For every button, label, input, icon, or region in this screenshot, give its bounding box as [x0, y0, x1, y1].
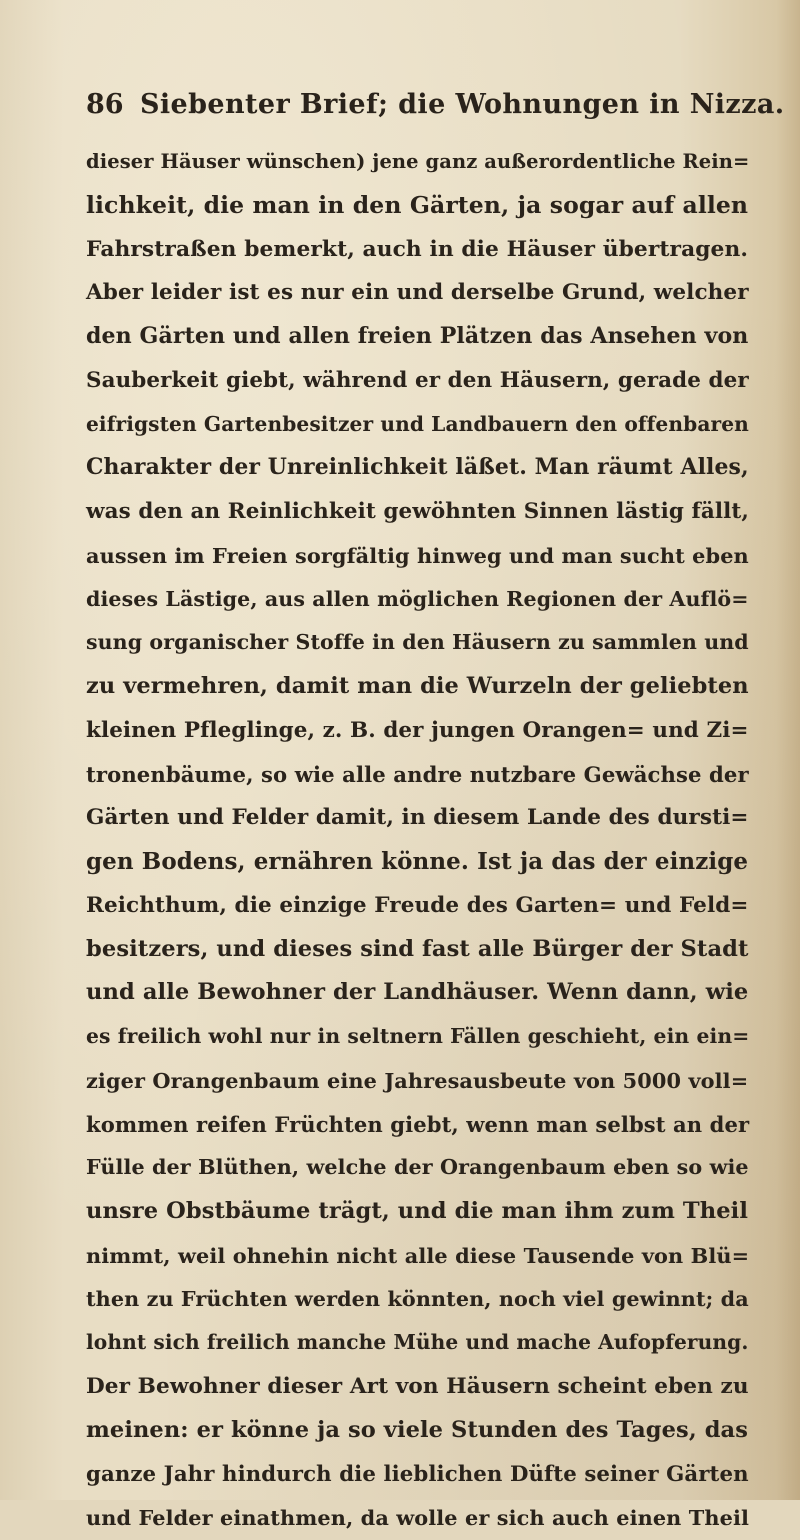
text-line: Der Bewohner dieser Art von Häusern scheint eben zu — [86, 1374, 749, 1399]
text-line: kleinen Pfleglinge, z. B. der jungen Orangen= und Zi= — [86, 717, 749, 743]
text-line: es freilich wohl nur in seltnern Fällen geschieht, ein ein= — [86, 1024, 750, 1048]
text-line: Charakter der Unreinlichkeit läßet. Man räumt Alles, — [86, 454, 749, 481]
text-line: Reichthum, die einzige Freude des Garten= und Feld= — [86, 892, 749, 918]
text-line: was den an Reinlichkeit gewöhnten Sinnen lästig fällt, — [86, 499, 749, 524]
text-line: meinen: er könne ja so viele Stunden des Tages, das — [86, 1416, 748, 1443]
text-line: Sauberkeit giebt, während er den Häusern, gerade der — [86, 367, 749, 393]
text-line: dieses Lästige, aus allen möglichen Regionen der Auflö= — [86, 586, 749, 611]
text-line: nimmt, weil ohnehin nicht alle diese Tausende von Blü= — [86, 1242, 750, 1268]
text-line: lichkeit, die man in den Gärten, ja sogar auf allen — [86, 190, 749, 219]
text-line: gen Bodens, ernähren könne. Ist ja das der einzige — [86, 848, 749, 875]
text-line: Aber leider ist es nur ein und derselbe Grund, welcher — [86, 280, 749, 306]
text-line: aussen im Freien sorgfältig hinweg und man sucht eben — [86, 542, 749, 568]
text-line: kommen reifen Früchten giebt, wenn man selbst an der — [86, 1111, 750, 1137]
text-line: und Felder einathmen, da wolle er sich auch einen Theil — [86, 1505, 749, 1531]
running-head: Siebenter Brief; die Wohnungen in Nizza. — [140, 89, 785, 120]
page-header — [86, 80, 785, 130]
text-line: besitzers, und dieses sind fast alle Bürger der Stadt — [86, 935, 749, 962]
page-number: 86 — [86, 89, 124, 120]
text-line: ziger Orangenbaum eine Jahresausbeute von 5000 voll= — [86, 1067, 749, 1093]
text-line: lohnt sich freilich manche Mühe und mache Aufopferung. — [86, 1330, 749, 1355]
text-line: Gärten und Felder damit, in diesem Lande des dursti= — [86, 805, 749, 831]
text-line: sung organischer Stoffe in den Häusern zu sammlen und — [86, 630, 749, 655]
text-line: zu vermehren, damit man die Wurzeln der geliebten — [86, 673, 749, 699]
text-line: und alle Bewohner der Landhäuser. Wenn dann, wie — [86, 979, 749, 1006]
text-line: tronenbäume, so wie alle andre nutzbare Gewächse der — [86, 761, 749, 787]
text-line: dieser Häuser wünschen) jene ganz außerordentliche Rein= — [86, 150, 750, 173]
text-line: then zu Früchten werden könnten, noch viel gewinnt; da — [86, 1286, 749, 1311]
text-line: ganze Jahr hindurch die lieblichen Düfte seiner Gärten — [86, 1461, 749, 1487]
text-line: eifrigsten Gartenbesitzer und Landbauern den offenbaren — [86, 411, 749, 436]
text-line: unsre Obstbäume trägt, und die man ihm zum Theil — [86, 1198, 748, 1224]
text-line: den Gärten und allen freien Plätzen das Ansehen von — [86, 323, 749, 349]
text-line: Fahrstraßen bemerkt, auch in die Häuser übertragen. — [86, 236, 748, 262]
body-text — [86, 140, 748, 1540]
text-line: Fülle der Blüthen, welche der Orangenbaum eben so wie — [86, 1155, 749, 1180]
